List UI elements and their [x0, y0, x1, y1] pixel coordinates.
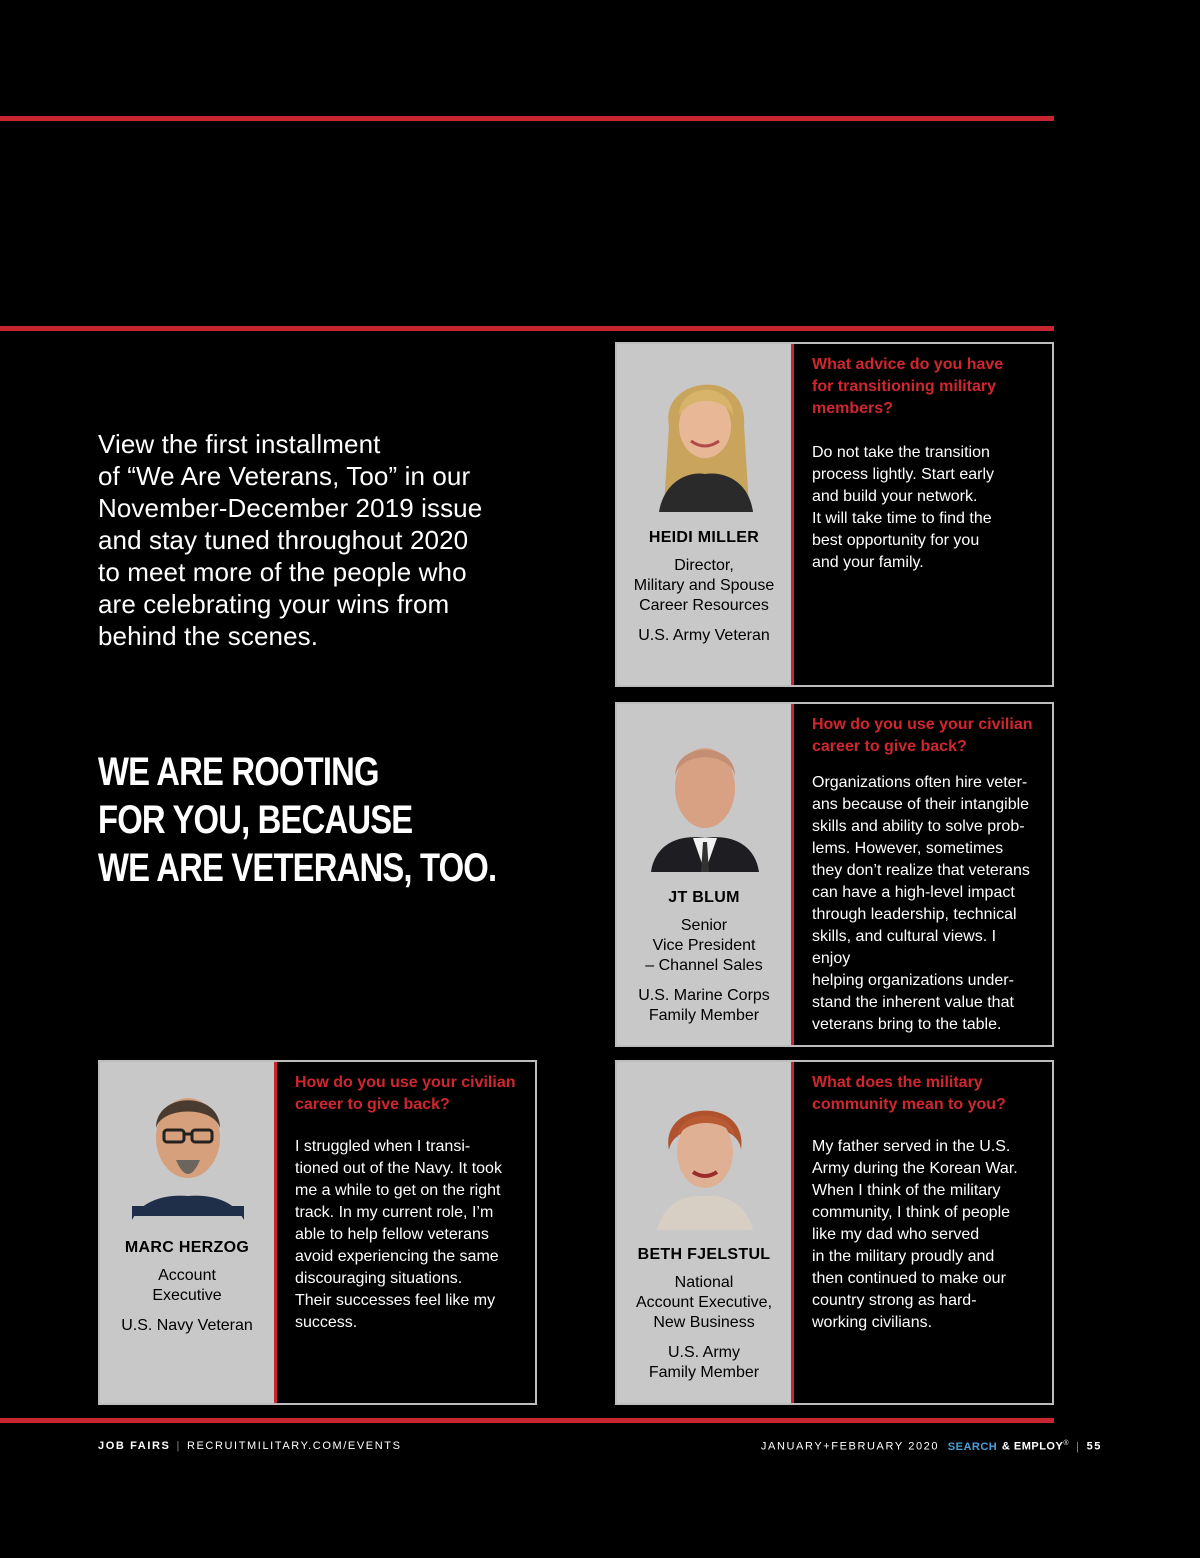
profile-panel — [617, 1062, 794, 1403]
portrait-photo — [649, 1080, 761, 1236]
veteran-status: U.S. Marine Corps Family Member — [638, 987, 770, 1024]
profile-panel — [617, 704, 794, 1045]
qa-panel — [794, 704, 1052, 1045]
top-rule — [0, 116, 1054, 121]
portrait-photo — [132, 1076, 244, 1232]
card-beth-fjelstul — [615, 1060, 1054, 1405]
card-marc-herzog — [98, 1060, 537, 1405]
person-title: National Account Executive, New Business — [635, 1274, 773, 1331]
veteran-status: U.S. Navy Veteran — [121, 1317, 253, 1334]
brand-search: SEARCH — [947, 1440, 998, 1453]
answer: My father served in the U.S. Army during the Korean War. When I think of the military community, I think of people like my dad who served in the military proudly and then continued to make our country strong as hard- working civilians. — [812, 1138, 1018, 1331]
card-jt-blum — [615, 702, 1054, 1047]
portrait-photo — [649, 356, 761, 512]
person-title: Director, Military and Spouse Career Resources — [633, 557, 775, 614]
footer-section: JOB FAIRS — [98, 1440, 171, 1452]
veteran-status: U.S. Army Veteran — [638, 627, 770, 644]
page-number: 55 — [1086, 1440, 1102, 1453]
qa-panel — [794, 344, 1052, 685]
person-name: JT BLUM — [668, 889, 740, 906]
question: What advice do you have for transitioning military members? — [812, 356, 1004, 417]
qa-panel — [794, 1062, 1052, 1403]
mid-rule — [0, 326, 1054, 331]
profile-panel — [617, 344, 794, 685]
person-title: Senior Vice President – Channel Sales — [645, 917, 763, 974]
footer-left: JOB FAIRS | RECRUITMILITARY.COM/EVENTS — [98, 1440, 402, 1452]
answer: Do not take the transition process lightly. Start early and build your network. It will take time to find the best opportunity for you and your family. — [812, 444, 994, 571]
question: How do you use your civilian career to give back? — [812, 716, 1033, 755]
answer: I struggled when I transi- tioned out of the Navy. It took me a while to get on the right track. In my current role, I’m able to help fellow veterans avoid experiencing the same discouraging situations. Their successes feel like my success. — [295, 1138, 502, 1331]
qa-panel — [277, 1062, 535, 1403]
profile-panel — [100, 1062, 277, 1403]
card-heidi-miller — [615, 342, 1054, 687]
person-name: BETH FJELSTUL — [637, 1246, 771, 1263]
portrait-photo — [649, 716, 761, 872]
brand-employ: & EMPLOY — [1001, 1440, 1064, 1453]
question: What does the military community mean to you? — [812, 1074, 1006, 1113]
question: How do you use your civilian career to give back? — [295, 1074, 516, 1113]
veteran-status: U.S. Army Family Member — [648, 1344, 760, 1381]
person-name: HEIDI MILLER — [648, 529, 760, 546]
registered-mark: ® — [1063, 1440, 1071, 1447]
person-name: MARC HERZOG — [124, 1239, 250, 1256]
bottom-rule — [0, 1418, 1054, 1423]
slogan: WE ARE ROOTING FOR YOU, BECAUSE WE ARE VETERANS, TOO. — [98, 750, 497, 890]
footer-url[interactable]: RECRUITMILITARY.COM/EVENTS — [186, 1440, 402, 1452]
footer-right: JANUARY+FEBRUARY 2020 SEARCH & EMPLOY® | 55 — [760, 1440, 1102, 1453]
intro-text: View the first installment of “We Are Veterans, Too” in our November-December 2019 issue and stay tuned throughout 2020 to meet more of the people who are celebrating your wins from behind the scenes. — [98, 429, 483, 651]
footer-issue: JANUARY+FEBRUARY 2020 — [760, 1440, 940, 1453]
person-title: Account Executive — [152, 1267, 222, 1304]
answer: Organizations often hire veter- ans because of their intangible skills and ability to solve prob- lems. However, sometimes they don’t realize that veterans can have a high-level impact through leadership, technical skills, and cultural views. I enjoy helping organizations under- stand the inherent value that veterans bring to the table. — [812, 774, 1030, 1033]
